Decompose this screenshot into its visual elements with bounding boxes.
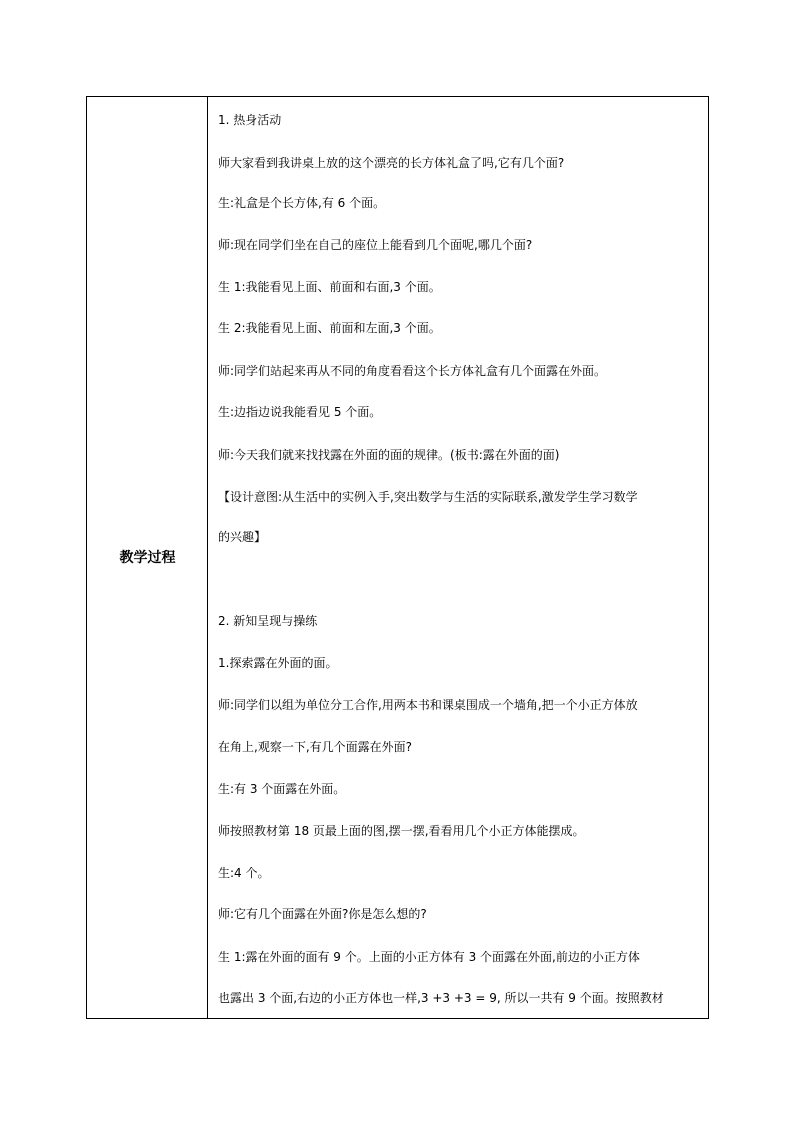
section2-line: 1.探索露在外面的面。 xyxy=(218,656,338,670)
section2-heading: 2. 新知呈现与操练 xyxy=(218,614,318,628)
section1-line: 师:现在同学们坐在自己的座位上能看到几个面呢,哪几个面? xyxy=(218,238,533,252)
row-label-cell xyxy=(87,97,208,1018)
section2-line: 生:有 3 个面露在外面。 xyxy=(218,782,346,796)
section2-line: 在角上,观察一下,有几个面露在外面? xyxy=(218,740,412,754)
section1-line: 的兴趣】 xyxy=(218,530,267,544)
section1-line: 师:同学们站起来再从不同的角度看看这个长方体礼盒有几个面露在外面。 xyxy=(218,364,607,378)
section2-line: 师:它有几个面露在外面?你是怎么想的? xyxy=(218,907,427,921)
section1-line: 生 2:我能看见上面、前面和左面,3 个面。 xyxy=(218,321,441,335)
section1-line: 生:礼盒是个长方体,有 6 个面。 xyxy=(218,196,386,210)
content-cell xyxy=(209,97,708,1018)
lesson-table xyxy=(86,96,709,1019)
section1-line: 【设计意图:从生活中的实例入手,突出数学与生活的实际联系,激发学生学习数学 xyxy=(218,490,638,504)
row-label: 教学过程 xyxy=(119,550,176,566)
section1-line: 师:今天我们就来找找露在外面的面的规律。(板书:露在外面的面) xyxy=(218,448,560,462)
section1-line: 生 1:我能看见上面、前面和右面,3 个面。 xyxy=(218,280,441,294)
section1-line: 师大家看到我讲桌上放的这个漂亮的长方体礼盒了吗,它有几个面? xyxy=(218,156,565,170)
section2-line: 生:4 个。 xyxy=(218,866,270,880)
section1-heading: 1. 热身活动 xyxy=(218,113,282,127)
section2-line: 师按照教材第 18 页最上面的图,摆一摆,看看用几个小正方体能摆成。 xyxy=(218,824,585,838)
section1-line: 生:边指边说我能看见 5 个面。 xyxy=(218,405,382,419)
section2-line: 生 1:露在外面的面有 9 个。上面的小正方体有 3 个面露在外面,前边的小正方体 xyxy=(218,950,640,964)
section2-line: 也露出 3 个面,右边的小正方体也一样,3 +3 +3 = 9, 所以一共有 9 个面。按照教材 xyxy=(218,991,664,1005)
section2-line: 师:同学们以组为单位分工合作,用两本书和课桌围成一个墙角,把一个小正方体放 xyxy=(218,698,638,712)
